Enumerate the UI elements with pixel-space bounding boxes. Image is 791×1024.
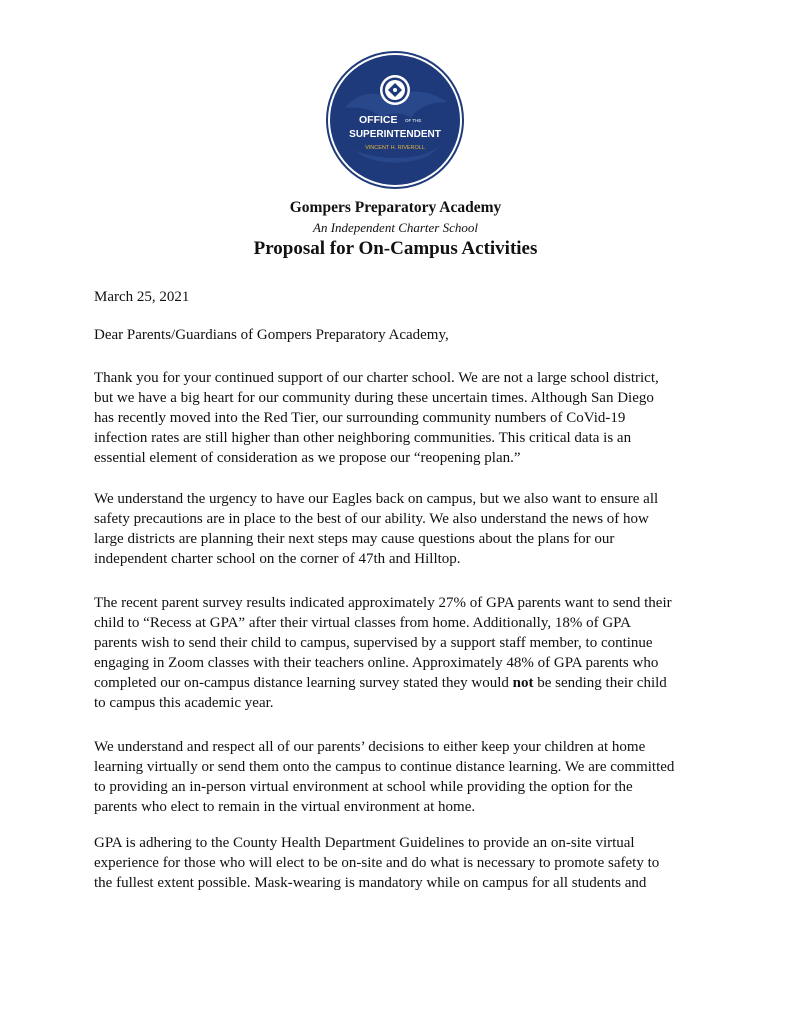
seal-office-text: OFFICE <box>359 114 398 126</box>
paragraph-line: Thank you for your continued support of our charter school. We are not a large school district, <box>94 370 659 386</box>
school-name: Gompers Preparatory Academy <box>289 199 502 216</box>
paragraph-4 <box>94 737 704 817</box>
letter-date: March 25, 2021 <box>94 289 190 305</box>
paragraph-line: We understand the urgency to have our Eagles back on campus, but we also want to ensure all <box>94 491 659 507</box>
paragraph-line: We understand and respect all of our parents’ decisions to either keep your children at home <box>94 739 646 755</box>
paragraph-line: engaging in Zoom classes with their teachers online. Approximately 48% of GPA parents who <box>94 655 659 671</box>
seal-ofthe-text: OF THE <box>405 118 422 123</box>
paragraph-line: child to “Recess at GPA” after their virtual classes from home. Additionally, 18% of GPA <box>94 615 631 631</box>
letter-greeting: Dear Parents/Guardians of Gompers Preparatory Academy, <box>94 327 449 343</box>
paragraph-line <box>94 673 704 693</box>
paragraph-line: but we have a big heart for our community during these uncertain times. Although San Diego <box>94 390 654 406</box>
paragraph-line: learning virtually or send them onto the campus to continue distance learning. We are committed <box>94 759 675 775</box>
paragraph-5 <box>94 833 704 893</box>
paragraph-line: to campus this academic year. <box>94 695 274 711</box>
paragraph-line: essential element of consideration as we propose our “reopening plan.” <box>94 450 521 466</box>
paragraph-line: independent charter school on the corner of 47th and Hilltop. <box>94 551 461 567</box>
paragraph-line: experience for those who will elect to be on-site and do what is necessary to promote safety to <box>94 855 660 871</box>
text-segment: completed our on-campus distance learning survey stated they would <box>94 675 513 691</box>
school-subtitle: An Independent Charter School <box>313 220 478 235</box>
seal-superintendent-text: SUPERINTENDENT <box>349 129 441 140</box>
paragraph-line: parents wish to send their child to campus, supervised by a support staff member, to continue <box>94 635 653 651</box>
paragraph-line: large districts are planning their next steps may cause questions about the plans for our <box>94 531 615 547</box>
paragraph-line: infection rates are still higher than other neighboring communities. This critical data is an <box>94 430 632 446</box>
paragraph-1 <box>94 368 704 468</box>
paragraph-line: to providing an in-person virtual environment at school while providing the option for the <box>94 779 633 795</box>
document-title: Proposal for On-Campus Activities <box>253 238 538 259</box>
superintendent-seal-logo <box>325 50 465 190</box>
emphasis-not: not <box>512 675 534 691</box>
paragraph-3 <box>94 593 704 713</box>
paragraph-2 <box>94 489 704 569</box>
paragraph-line: has recently moved into the Red Tier, our surrounding community numbers of CoVid-19 <box>94 410 626 426</box>
paragraph-line: safety precautions are in place to the best of our ability. We also understand the news of how <box>94 511 649 527</box>
paragraph-line: the fullest extent possible. Mask-wearing is mandatory while on campus for all students and <box>94 875 647 891</box>
paragraph-line: GPA is adhering to the County Health Department Guidelines to provide an on-site virtual <box>94 835 635 851</box>
paragraph-line: parents who elect to remain in the virtual environment at home. <box>94 799 476 815</box>
seal-name-text: VINCENT H. RIVEROLL <box>365 145 425 151</box>
text-segment: be sending their child <box>533 675 667 691</box>
paragraph-line: The recent parent survey results indicated approximately 27% of GPA parents want to send their <box>94 595 672 611</box>
